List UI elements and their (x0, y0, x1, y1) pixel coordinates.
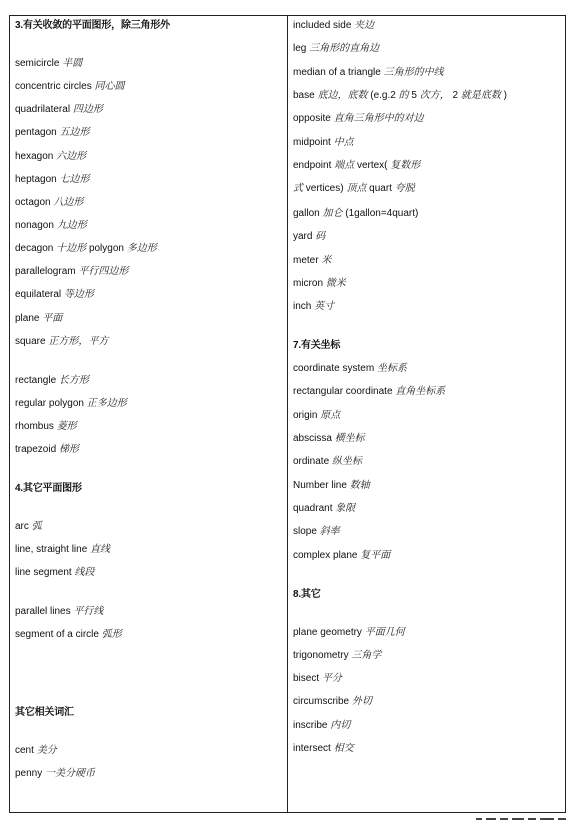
english-term: meter (293, 255, 319, 266)
chinese-translation: 的 (398, 90, 409, 101)
section-heading: 3.有关收敛的平面图形，除三角形外 (15, 20, 170, 31)
chinese-translation: 平行线 (73, 606, 104, 617)
english-term: inscribe (293, 720, 328, 731)
vocab-entry (15, 745, 57, 757)
english-term: rhombus (15, 421, 54, 432)
chinese-translation: 正多边形 (86, 398, 127, 409)
english-term: leg (293, 43, 307, 54)
english-term: midpoint (293, 137, 331, 148)
english-term: origin (293, 410, 318, 421)
english-term: square (15, 336, 46, 347)
column-divider (287, 15, 288, 813)
vocab-entry (15, 243, 157, 255)
vocab-entry (15, 289, 94, 301)
vocab-entry (293, 696, 372, 708)
vocab-entry (293, 673, 342, 685)
chinese-translation: 平面 (42, 313, 63, 324)
vocab-entry (293, 255, 331, 267)
english-term: octagon (15, 197, 51, 208)
english-term: yard (293, 231, 313, 242)
chinese-translation: 原点 (320, 410, 341, 421)
vocab-entry (293, 67, 444, 79)
english-term: concentric circles (15, 81, 92, 92)
chinese-translation: 顶点 (346, 183, 367, 194)
english-term: bisect (293, 673, 320, 684)
english-term: regular polygon (15, 398, 84, 409)
english-term: (1gallon=4quart) (345, 208, 419, 219)
english-term: included side (293, 20, 352, 31)
chinese-translation: 数轴 (349, 480, 370, 491)
english-term: opposite (293, 113, 331, 124)
vocab-entry (293, 278, 346, 290)
english-term: inch (293, 301, 312, 312)
vocab-entry (15, 127, 90, 139)
vocab-entry (293, 183, 415, 195)
vocab-entry (293, 90, 507, 102)
english-term: micron (293, 278, 324, 289)
english-term: polygon (88, 243, 124, 254)
chinese-translation: 加仑 (322, 208, 343, 219)
vocab-entry (15, 629, 122, 641)
vocab-entry (293, 480, 370, 492)
chinese-translation: 线段 (74, 567, 95, 578)
chinese-translation: 式 (293, 183, 303, 194)
watermark-mark (470, 812, 570, 825)
english-term: quart (369, 183, 392, 194)
english-term: parallelogram (15, 266, 76, 277)
chinese-translation: 等边形 (63, 289, 94, 300)
english-term: median of a triangle (293, 67, 381, 78)
english-term: quadrilateral (15, 104, 71, 115)
vocab-entry (15, 768, 95, 780)
vocab-entry (293, 137, 354, 149)
vocab-entry (15, 336, 108, 348)
chinese-translation: 复平面 (360, 550, 391, 561)
english-term: complex plane (293, 550, 358, 561)
chinese-translation: 微米 (325, 278, 346, 289)
chinese-translation: 坐标系 (376, 363, 407, 374)
english-term: segment of a circle (15, 629, 99, 640)
english-term: vertices) (305, 183, 344, 194)
english-term: line, straight line (15, 544, 88, 555)
vocab-entry (293, 410, 340, 422)
vocab-entry (293, 720, 350, 732)
section-heading: 7.有关坐标 (293, 340, 341, 351)
chinese-translation: 同心圆 (94, 81, 125, 92)
english-term: rectangle (15, 375, 57, 386)
chinese-translation: 平行四边形 (78, 266, 129, 277)
chinese-translation: 象限 (335, 503, 356, 514)
english-term: quadrant (293, 503, 333, 514)
chinese-translation: 复数形 (390, 160, 421, 171)
english-term: nonagon (15, 220, 54, 231)
chinese-translation: 就是底数 (460, 90, 501, 101)
english-term: (e.g.2 (370, 90, 396, 101)
vocab-entry (293, 650, 381, 662)
vocab-entry (293, 20, 374, 32)
chinese-translation: 八边形 (53, 197, 84, 208)
english-term: gallon (293, 208, 320, 219)
english-term: endpoint (293, 160, 332, 171)
chinese-translation: 长方形 (58, 375, 89, 386)
vocab-entry (293, 743, 354, 755)
english-term: ordinate (293, 456, 330, 467)
chinese-translation: 直角坐标系 (395, 386, 446, 397)
english-term: decagon (15, 243, 54, 254)
vocab-entry (293, 433, 365, 445)
english-term: coordinate system (293, 363, 375, 374)
vocab-entry (293, 627, 405, 639)
chinese-translation: 直角三角形中的对边 (333, 113, 424, 124)
chinese-translation: 相交 (333, 743, 354, 754)
chinese-translation: 斜率 (319, 526, 340, 537)
english-term: cent (15, 745, 34, 756)
english-term: base (293, 90, 315, 101)
chinese-translation: 多边形 (126, 243, 157, 254)
chinese-translation: 底边，底数 (317, 90, 368, 101)
vocab-entry (293, 43, 379, 55)
vocab-entry (15, 398, 127, 410)
english-term: pentagon (15, 127, 57, 138)
vocab-entry (293, 160, 420, 172)
chinese-translation: 九边形 (56, 220, 87, 231)
english-term: trigonometry (293, 650, 349, 661)
vocab-entry (293, 526, 340, 538)
english-term: slope (293, 526, 317, 537)
chinese-translation: 六边形 (56, 151, 87, 162)
vocab-entry (293, 301, 334, 313)
english-term: plane geometry (293, 627, 362, 638)
chinese-translation: 中点 (333, 137, 354, 148)
chinese-translation: 弧 (31, 521, 42, 532)
chinese-translation: 弧形 (101, 629, 122, 640)
english-term: arc (15, 521, 29, 532)
vocab-entry (293, 386, 445, 398)
vocab-entry (293, 503, 355, 515)
english-term: hexagon (15, 151, 54, 162)
english-term: Number line (293, 480, 347, 491)
english-term: ) (503, 90, 507, 101)
chinese-translation: 夹边 (354, 20, 375, 31)
chinese-translation: 端点 (334, 160, 355, 171)
vocab-entry (293, 456, 362, 468)
english-term: heptagon (15, 174, 57, 185)
chinese-translation: 英寸 (314, 301, 335, 312)
vocab-entry (15, 521, 42, 533)
chinese-translation: 一美分硬币 (45, 768, 96, 779)
english-term: parallel lines (15, 606, 71, 617)
vocab-entry (15, 606, 103, 618)
vocab-entry (15, 58, 82, 70)
chinese-translation: 横坐标 (334, 433, 365, 444)
vocab-entry (15, 81, 124, 93)
vocab-entry (15, 375, 89, 387)
chinese-translation: 美分 (36, 745, 57, 756)
vocab-entry (15, 104, 103, 116)
english-term: abscissa (293, 433, 332, 444)
chinese-translation: 夸脱 (394, 183, 415, 194)
vocab-entry (15, 266, 128, 278)
english-term: 5 (411, 90, 417, 101)
vocab-entry (293, 208, 418, 220)
chinese-translation: 十边形 (56, 243, 87, 254)
english-term: line segment (15, 567, 72, 578)
chinese-translation: 五边形 (59, 127, 90, 138)
vocab-entry (293, 113, 424, 125)
english-term: plane (15, 313, 40, 324)
section-heading: 8.其它 (293, 589, 321, 600)
vocab-entry (15, 567, 94, 579)
chinese-translation: 平面几何 (364, 627, 405, 638)
chinese-translation: 菱形 (56, 421, 77, 432)
chinese-translation: 次方， (419, 90, 450, 101)
chinese-translation: 三角学 (351, 650, 382, 661)
vocab-entry (293, 550, 390, 562)
chinese-translation: 平分 (321, 673, 342, 684)
vocab-entry (15, 313, 62, 325)
section-heading: 其它相关词汇 (15, 707, 74, 718)
english-term: trapezoid (15, 444, 57, 455)
vocab-entry (293, 363, 407, 375)
english-term: intersect (293, 743, 331, 754)
english-term: penny (15, 768, 43, 779)
chinese-translation: 米 (321, 255, 332, 266)
chinese-translation: 正方形，平方 (48, 336, 109, 347)
vocab-entry (15, 174, 90, 186)
chinese-translation: 直线 (90, 544, 111, 555)
vocab-entry (15, 421, 77, 433)
english-term: vertex( (356, 160, 388, 171)
chinese-translation: 外切 (351, 696, 372, 707)
chinese-translation: 码 (315, 231, 326, 242)
chinese-translation: 梯形 (58, 444, 79, 455)
english-term: circumscribe (293, 696, 350, 707)
chinese-translation: 七边形 (59, 174, 90, 185)
vocab-entry (293, 231, 325, 243)
chinese-translation: 半圆 (62, 58, 83, 69)
chinese-translation: 三角形的直角边 (309, 43, 380, 54)
chinese-translation: 内切 (330, 720, 351, 731)
vocab-entry (15, 151, 86, 163)
english-term: equilateral (15, 289, 62, 300)
chinese-translation: 纵坐标 (331, 456, 362, 467)
english-term: rectangular coordinate (293, 386, 393, 397)
section-heading: 4.其它平面图形 (15, 483, 82, 494)
vocab-entry (15, 544, 110, 556)
english-term: 2 (452, 90, 459, 101)
chinese-translation: 四边形 (72, 104, 103, 115)
vocab-entry (15, 197, 83, 209)
vocab-entry (15, 220, 87, 232)
chinese-translation: 三角形的中线 (383, 67, 444, 78)
vocab-entry (15, 444, 79, 456)
english-term: semicircle (15, 58, 60, 69)
